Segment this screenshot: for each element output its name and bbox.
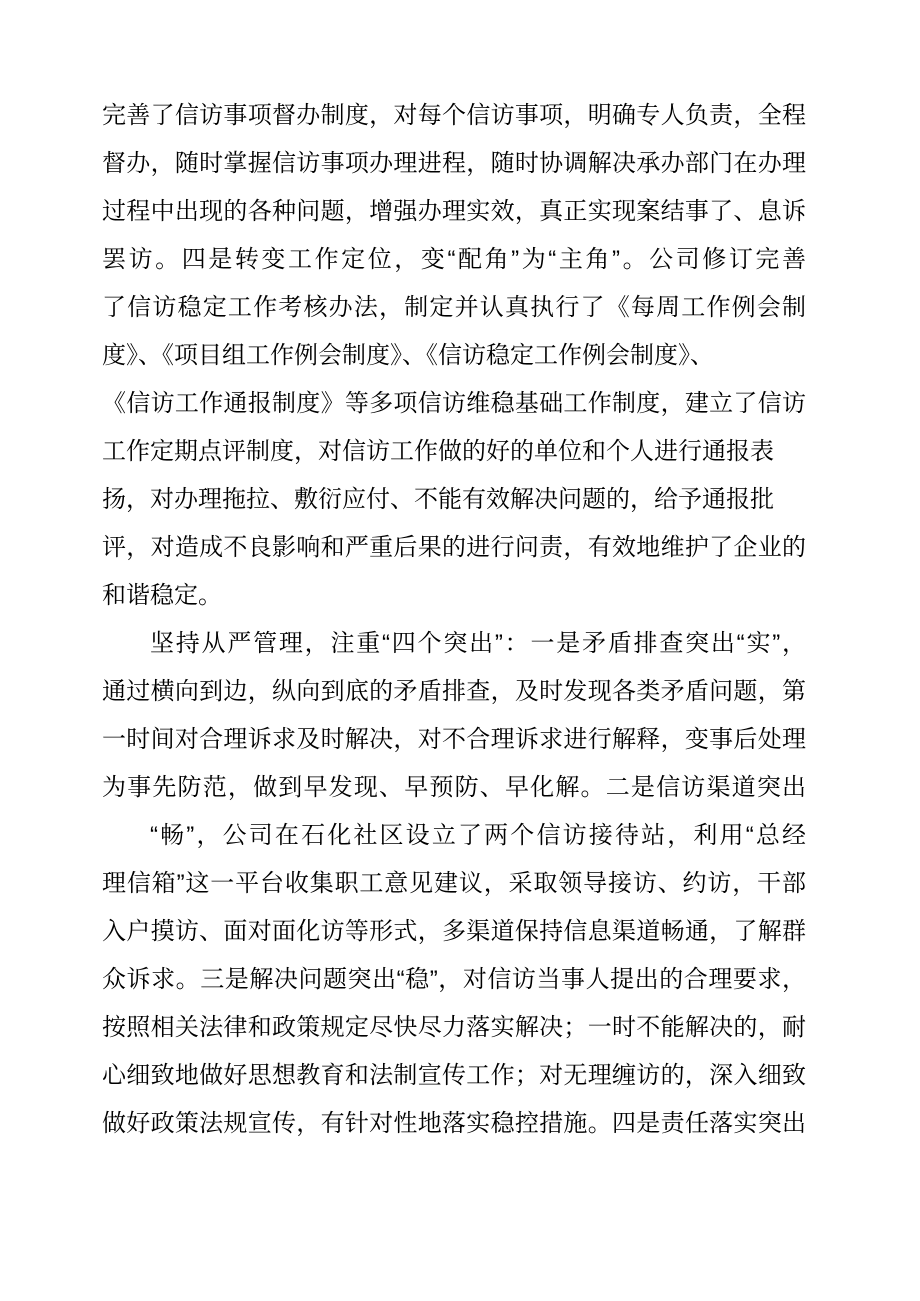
text-line: 督办，随时掌握信访事项办理进程，随时协调解决承办部门在办理 <box>102 150 806 177</box>
text-line: 工作定期点评制度，对信访工作做的好的单位和个人进行通报表 <box>102 438 774 465</box>
text-line: 完善了信访事项督办制度，对每个信访事项，明确专人负责，全程 <box>102 102 806 129</box>
text-line: 度》、《项目组工作例会制度》、《信访稳定工作例会制度》、 <box>102 342 714 369</box>
text-line: 坚持从严管理，注重“四个突出”：一是矛盾排查突出“实”， <box>150 630 806 657</box>
text-line: 和谐稳定。 <box>102 582 222 609</box>
text-line: 按照相关法律和政策规定尽快尽力落实解决；一时不能解决的，耐 <box>102 1014 806 1041</box>
text-line: 《信访工作通报制度》等多项信访维稳基础工作制度，建立了信访 <box>102 390 806 417</box>
text-line: 过程中出现的各种问题，增强办理实效，真正实现案结事了、息诉 <box>102 198 806 225</box>
text-line: 了信访稳定工作考核办法，制定并认真执行了《每周工作例会制 <box>102 294 806 321</box>
text-line: 做好政策法规宣传，有针对性地落实稳控措施。四是责任落实突出 <box>102 1110 806 1137</box>
text-line: 一时间对合理诉求及时解决，对不合理诉求进行解释，变事后处理 <box>102 726 806 753</box>
text-line: 众诉求。三是解决问题突出“稳”，对信访当事人提出的合理要求， <box>102 966 806 993</box>
text-line: 罢访。四是转变工作定位，变“配角”为“主角”。公司修订完善 <box>102 246 806 273</box>
text-line: 为事先防范，做到早发现、早预防、早化解。二是信访渠道突出 <box>102 774 806 801</box>
text-line: 扬，对办理拖拉、敷衍应付、不能有效解决问题的，给予通报批 <box>102 486 774 513</box>
text-line: “畅”，公司在石化社区设立了两个信访接待站，利用“总经 <box>150 822 806 849</box>
text-line: 心细致地做好思想教育和法制宣传工作；对无理缠访的，深入细致 <box>102 1062 806 1089</box>
text-line: 通过横向到边，纵向到底的矛盾排查，及时发现各类矛盾问题，第 <box>102 678 806 705</box>
text-line: 入户摸访、面对面化访等形式，多渠道保持信息渠道畅通，了解群 <box>102 918 806 945</box>
document-body <box>102 92 806 1148</box>
text-line: 评，对造成不良影响和严重后果的进行问责，有效地维护了企业的 <box>102 534 806 561</box>
text-line: 理信箱”这一平台收集职工意见建议，采取领导接访、约访，干部 <box>102 870 806 897</box>
